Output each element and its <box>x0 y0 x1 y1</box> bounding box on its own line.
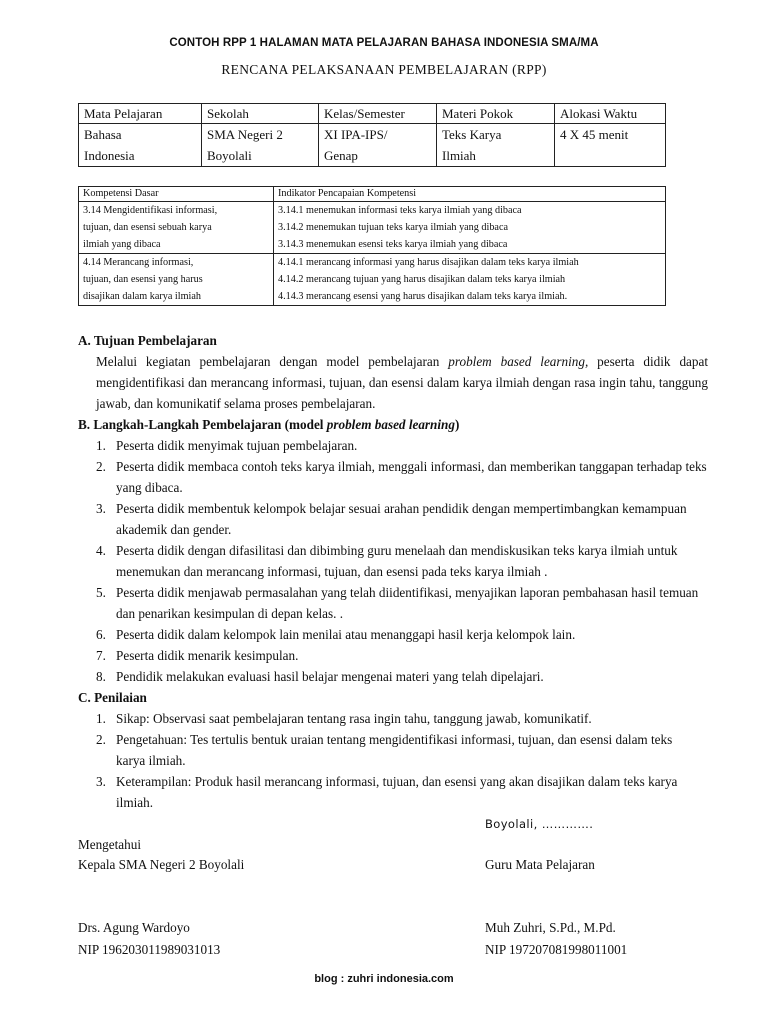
document-top-title: CONTOH RPP 1 HALAMAN MATA PELAJARAN BAHASA INDONESIA SMA/MA <box>169 37 599 49</box>
step-text: Peserta didik dengan difasilitasi dan dibimbing guru menelaah dan mendiskusikan teks karya ilmiah untuk menemukan dan merancang informasi, tujuan, dan esensi pada teks karya ilmiah . <box>116 543 678 579</box>
step-text: Pendidik melakukan evaluasi hasil belajar mengenai materi yang telah dipelajari. <box>116 669 544 684</box>
section-a-text-start: Melalui kegiatan pembelajaran dengan model pembelajaran <box>96 354 449 369</box>
cell-line: Indonesia <box>84 148 135 163</box>
indikator-line: 4.14.2 merancang tujuan yang harus disajikan dalam teks karya ilmiah <box>278 274 566 285</box>
list-number: 8. <box>96 669 106 684</box>
step-text: Peserta didik membaca contoh teks karya ilmiah, menggali informasi, dan memberikan tanggapan terhadap teks yang dibaca. <box>116 459 707 495</box>
header-kelas: Kelas/Semester <box>319 104 437 124</box>
cell-line: Teks Karya <box>442 127 502 142</box>
list-item <box>96 624 708 645</box>
blog-footer: blog : zuhri indonesia.com <box>314 973 454 985</box>
step-text: Peserta didik menyimak tujuan pembelajaran. <box>116 438 358 453</box>
section-c-heading: C. Penilaian <box>78 690 147 705</box>
indikator-line: 3.14.1 menemukan informasi teks karya ilmiah yang dibaca <box>278 205 522 216</box>
kepala-name: Drs. Agung Wardoyo <box>78 920 190 935</box>
list-item <box>96 666 708 687</box>
list-item <box>96 708 686 729</box>
kd-line: 4.14 Merancang informasi, <box>83 257 194 268</box>
indikator-line: 3.14.3 menemukan esensi teks karya ilmiah yang dibaca <box>278 239 508 250</box>
indikator-line: 4.14.1 merancang informasi yang harus disajikan dalam teks karya ilmiah <box>278 257 579 268</box>
list-item <box>96 729 686 771</box>
kd-line: tujuan, dan esensi yang harus <box>83 274 203 285</box>
guru-name: Muh Zuhri, S.Pd., M.Pd. <box>485 920 616 935</box>
list-item <box>96 456 708 498</box>
step-text: Peserta didik menarik kesimpulan. <box>116 648 299 663</box>
indikator-line: 4.14.3 merancang esensi yang harus disajikan dalam teks karya ilmiah. <box>278 291 568 302</box>
indikator-4-14 <box>274 254 666 306</box>
kd-4-14 <box>79 254 274 306</box>
section-a-text-end: peserta didik dapat mengidentifikasi dan merancang informasi, tujuan, dan esensi dalam karya ilmiah dengan rasa ingin tahu, tanggung jawab, dan komunikatif selama proses pembelajaran. <box>96 354 708 411</box>
indikator-line: 3.14.2 menemukan tujuan teks karya ilmiah yang dibaca <box>278 222 508 233</box>
list-number: 4. <box>96 543 106 558</box>
steps-list <box>78 435 708 687</box>
assessment-text: Sikap: Observasi saat pembelajaran tentang rasa ingin tahu, tanggung jawab, komunikatif. <box>116 711 592 726</box>
assessment-text: Keterampilan: Produk hasil merancang informasi, tujuan, dan esensi yang akan disajikan dalam teks karya ilmiah. <box>116 774 678 810</box>
list-number: 2. <box>96 732 106 747</box>
guru-nip: NIP 197207081998011001 <box>485 942 628 957</box>
cell-line: Bahasa <box>84 127 122 142</box>
kd-line: 3.14 Mengidentifikasi informasi, <box>83 205 218 216</box>
kd-line: ilmiah yang dibaca <box>83 239 161 250</box>
section-a-paragraph <box>78 351 708 414</box>
step-text: Peserta didik dalam kelompok lain menilai atau menanggapi hasil kerja kelompok lain. <box>116 627 576 642</box>
list-item <box>96 540 708 582</box>
list-item <box>96 582 708 624</box>
place-date: Boyolali, …………. <box>485 817 594 831</box>
cell-line: Boyolali <box>207 148 252 163</box>
rpp-title: RENCANA PELAKSANAAN PEMBELAJARAN (RPP) <box>221 62 547 77</box>
header-mata-pelajaran: Mata Pelajaran <box>79 104 202 124</box>
list-number: 3. <box>96 501 106 516</box>
info-table <box>78 103 666 167</box>
header-kompetensi-dasar: Kompetensi Dasar <box>79 187 274 202</box>
header-alokasi: Alokasi Waktu <box>555 104 666 124</box>
header-sekolah: Sekolah <box>202 104 319 124</box>
list-item <box>96 435 708 456</box>
assessment-list <box>78 708 686 813</box>
cell-line: SMA Negeri 2 <box>207 127 283 142</box>
cell-alokasi: 4 X 45 menit <box>555 124 666 167</box>
indikator-3-14 <box>274 202 666 254</box>
list-number: 1. <box>96 438 106 453</box>
cell-mata-pelajaran <box>79 124 202 167</box>
kd-line: disajikan dalam karya ilmiah <box>83 291 201 302</box>
kompetensi-table <box>78 186 666 306</box>
list-number: 1. <box>96 711 106 726</box>
list-number: 7. <box>96 648 106 663</box>
cell-materi <box>437 124 555 167</box>
kepala-nip: NIP 196203011989031013 <box>78 942 221 957</box>
section-b-heading-italic: problem based learning <box>326 417 455 432</box>
step-text: Peserta didik menjawab permasalahan yang telah diidentifikasi, menyajikan laporan pembahasan hasil temuan dan penarikan kesimpulan di depan kelas. . <box>116 585 699 621</box>
kd-line: tujuan, dan esensi sebuah karya <box>83 222 212 233</box>
list-item <box>96 771 686 813</box>
cell-kelas <box>319 124 437 167</box>
cell-sekolah <box>202 124 319 167</box>
section-b-heading <box>78 414 708 435</box>
list-item <box>96 645 708 666</box>
list-number: 5. <box>96 585 106 600</box>
section-b-heading-close: ) <box>454 417 460 432</box>
section-a-italic-term: problem based learning, <box>448 354 589 369</box>
step-text: Peserta didik membentuk kelompok belajar sesuai arahan pendidik dengan mempertimbangkan kemampuan akademik dan gender. <box>116 501 687 537</box>
cell-line: Ilmiah <box>442 148 476 163</box>
list-item <box>96 498 708 540</box>
list-number: 3. <box>96 774 106 789</box>
guru-title: Guru Mata Pelajaran <box>485 857 595 872</box>
cell-line: Genap <box>324 148 358 163</box>
section-b-heading-text: B. Langkah-Langkah Pembelajaran (model <box>78 417 327 432</box>
header-indikator: Indikator Pencapaian Kompetensi <box>274 187 666 202</box>
kd-3-14 <box>79 202 274 254</box>
mengetahui-label: Mengetahui <box>78 837 141 852</box>
cell-line: XI IPA-IPS/ <box>324 127 388 142</box>
section-a-heading: A. Tujuan Pembelajaran <box>78 333 217 348</box>
header-materi: Materi Pokok <box>437 104 555 124</box>
assessment-text: Pengetahuan: Tes tertulis bentuk uraian tentang mengidentifikasi informasi, tujuan, dan esensi dalam teks karya ilmiah. <box>116 732 673 768</box>
list-number: 2. <box>96 459 106 474</box>
list-number: 6. <box>96 627 106 642</box>
document-body <box>78 330 708 813</box>
kepala-title: Kepala SMA Negeri 2 Boyolali <box>78 857 245 872</box>
